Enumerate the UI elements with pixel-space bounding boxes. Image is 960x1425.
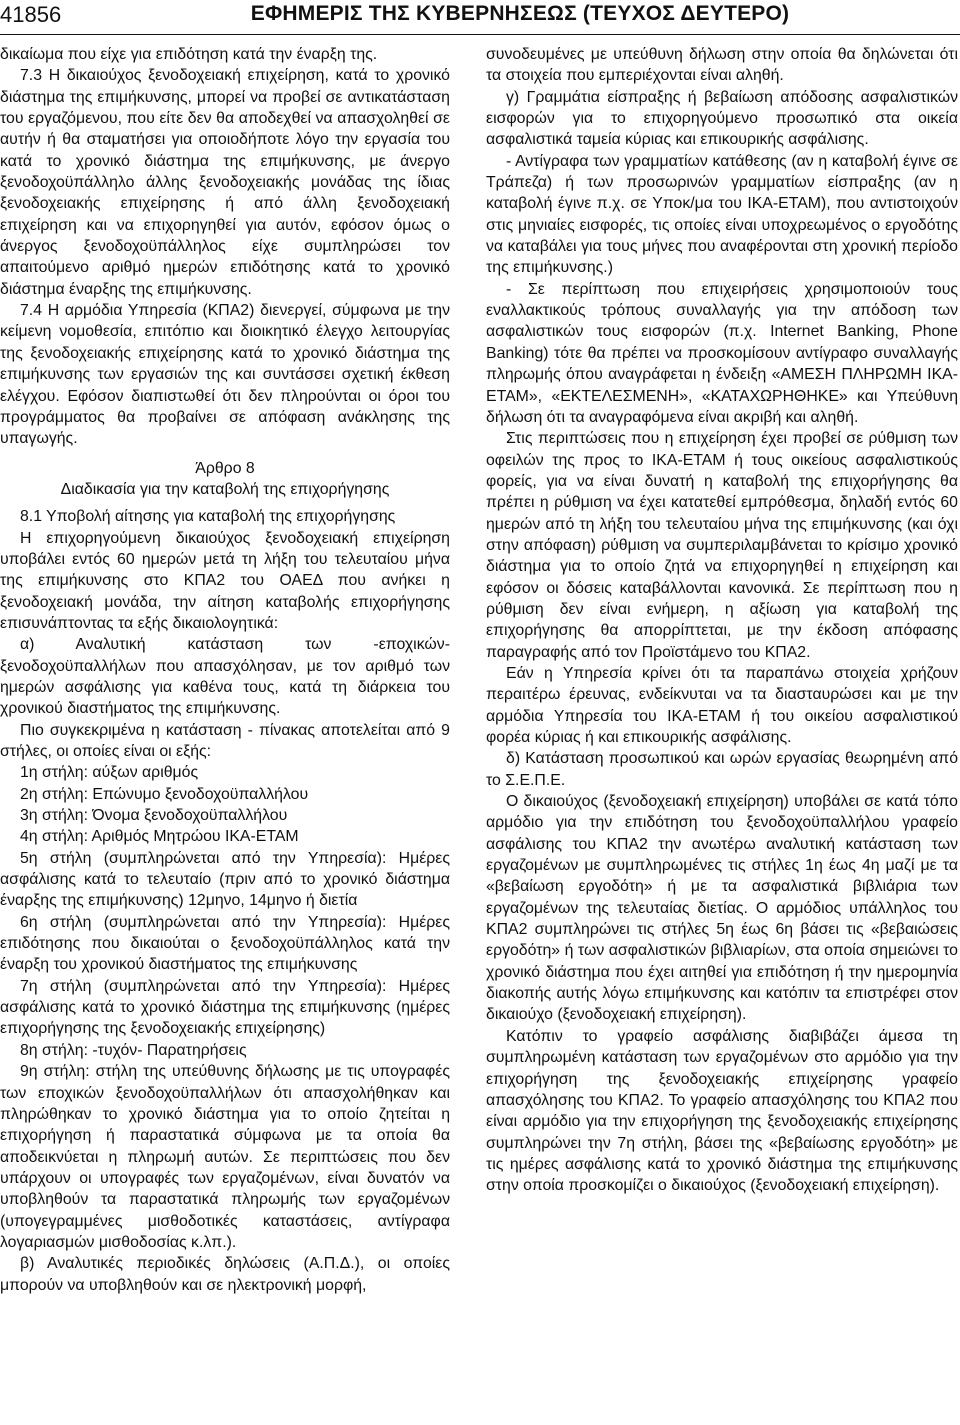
right-paragraph: Εάν η Υπηρεσία κρίνει ότι τα παραπάνω στοιχεία χρήζουν περαιτέρω έρευνας, ενδείκνυται να τα διασταυρώσει και με την αρμόδια Υπηρεσία του ΙΚΑ-ΕΤΑΜ ή του οικείου ασφαλιστικού φορέα κύριας ή και επικουρικής ασφάλισης. [486,664,958,746]
left-paragraph: 7.3 Η δικαιούχος ξενοδοχειακή επιχείρηση, κατά το χρονικό διάστημα της επιμήκυνσης, μπορεί να προβεί σε αντικατάσταση του εργαζόμενου, που είτε δεν θα αποδεχθεί να απασχοληθεί σε αυτήν ή θα σταματήσει για οποιοδήποτε λόγο την εργασία του κατά το χρονικό διάστημα της επιμήκυνσης, με άνεργο ξενοδοχοϋπάλληλο άλλης ξενοδοχειακής μονάδας της ίδιας ξενοδοχειακής επιχείρησης ή από άλλη ξενοδοχειακή επιχείρηση και να επιχορηγηθεί για αυτόν, εφόσον όμως ο άνεργος ξενοδοχοϋπάλληλος είχε συμπληρώσει τον απαιτούμενο αριθμό ημερών επιδότησης κατά το χρονικό διάστημα έναρξης της επιμήκυνσης. [0,67,450,298]
column-list-item: 1η στήλη: αύξων αριθμός [20,764,199,782]
journal-title: ΕΦΗΜΕΡΙΣ ΤΗΣ ΚΥΒΕΡΝΗΣΕΩΣ (ΤΕΥΧΟΣ ΔΕΥΤΕΡΟ) [250,2,790,25]
section-heading: 8.1 Υποβολή αίτησης για καταβολή της επιχορήγησης [20,508,396,526]
column-list-item: 2η στήλη: Επώνυμο ξενοδοχοϋπαλλήλου [20,785,309,803]
article-title: Διαδικασία για την καταβολή της επιχορήγησης [60,480,390,498]
right-paragraph: γ) Γραμμάτια είσπραξης ή βεβαίωση απόδοσης ασφαλιστικών εισφορών για το επιχορηγούμενο προσωπικό στα οικεία ασφαλιστικά ταμεία κύριας και επικουρικής ασφάλισης. [486,88,958,149]
right-paragraph: Στις περιπτώσεις που η επιχείρηση έχει προβεί σε ρύθμιση των οφειλών της προς το ΙΚΑ-ΕΤΑΜ ή τους οικείους ασφαλιστικούς φορείς, για να είναι δυνατή η καταβολή της επιχορήγησης θα πρέπει η ρύθμιση να έχει κατατεθεί εμπρόθεσμα, δηλαδή εντός 60 ημερών από τη λήξη του τελευταίου μήνα της επιμήκυνσης (και όχι στην απόφαση) ρύθμιση να συμπεριλαμβάνεται το κρίσιμο χρονικό διάστημα για το οποίο ζητά να επιχορηγηθεί η επιχείρηση και εφόσον οι δόσεις καταβάλλονται κανονικά. Σε περίπτωση που η ρύθμιση δεν είναι ενήμερη, η αξίωση για καταβολή της επιχορήγησης θα απορρίπτεται, με την έκδοση απόφασης παραγραφής από τον Προϊστάμενο του ΚΠΑ2. [486,430,958,661]
left-paragraph: α) Αναλυτική κατάσταση των -εποχικών- ξενοδοχοϋπαλλήλων που απασχόλησαν, με τον αριθμό των ημερών ασφάλισης για καθένα τους, κατά τη διάρκεια του χρονικού διαστήματος της επιμήκυνσης. [0,636,450,718]
page-header [0,0,960,36]
article-heading: Άρθρο 8 [195,459,255,477]
left-paragraph: δικαίωμα που είχε για επιδότηση κατά την έναρξη της. [0,46,378,63]
column-list-item: 5η στήλη (συμπληρώνεται από την Υπηρεσία): Ημέρες ασφάλισης κατά το τελευταίο (πριν από το χρονικό διάστημα έναρξης της επιμήκυνσης) 12μηνο, 14μηνο ή διετία [0,849,450,910]
right-paragraph: Ο δικαιούχος (ξενοδοχειακή επιχείρηση) υποβάλει σε κατά τόπο αρμόδιο για την επιδότηση του ξενοδοχοϋπαλλήλου γραφείο ασφάλισης του ΚΠΑ2 την ανωτέρω αναλυτική κατάσταση των εργαζομένων με συμπληρωμένες τις στήλες 1η έως 4η μαζί με τα «βεβαίωση εργοδότη» ή με τα ασφαλιστικά βιβλιάρια των εργαζομένων της τελευταίας διετίας. Ο αρμόδιος υπάλληλος του ΚΠΑ2 συμπληρώνει τις στήλες 5η έως 6η βάσει τις «βεβαιώσεις εργοδότη» ή των ασφαλιστικών βιβλιαρίων, στα οποία σημειώνει το χρονικό διάστημα που έχει αιτηθεί για επιδότηση ή την ημερομηνία διακοπής αυτής λόγω επιμήκυνσης και κατόπιν τα επιστρέφει στον δικαιούχο (ξενοδοχειακή επιχείρηση). [486,793,958,1024]
left-column [0,44,450,1296]
header-rule [0,34,960,35]
column-list-item: 3η στήλη: Όνομα ξενοδοχοϋπαλλήλου [20,807,288,825]
left-paragraph: Πιο συγκεκριμένα η κατάσταση - πίνακας αποτελείται από 9 στήλες, οι οποίες είναι οι εξής: [0,721,450,760]
column-list-item: 9η στήλη: στήλη της υπεύθυνης δήλωσης με τις υπογραφές των εποχικών ξενοδοχοϋπαλλήλων ότι απασχολήθηκαν και πληρώθηκαν το χρονικό διάστημα για το οποίο ζητείται η επιχορήγηση ή παραστατικά σύμφωνα με τα οποία θα αποδεικνύεται η πληρωμή αυτών. Σε περιπτώσεις που δεν υπάρχουν οι υπογραφές των εργαζομένων, είναι δυνατόν να υποβληθούν τα παραστατικά πληρωμής των εργαζομένων (υπογεγραμμένες μισθοδοτικές καταστάσεις, αντίγραφα λογαριασμών μισθοδοσίας κ.λπ.). [0,1063,450,1251]
right-paragraph: δ) Κατάσταση προσωπικού και ωρών εργασίας θεωρημένη από το Σ.Ε.Π.Ε. [486,750,958,789]
page-number: 41856 [0,2,62,27]
right-paragraph: Κατόπιν το γραφείο ασφάλισης διαβιβάζει άμεσα τη συμπληρωμένη κατάσταση των εργαζομένων στο αρμόδιο για την επιχορήγηση της ξενοδοχειακής επιχείρησης γραφείο απασχόλησης του ΚΠΑ2. Το γραφείο απασχόλησης του ΚΠΑ2 που είναι αρμόδιο για την επιχορήγηση της ξενοδοχειακής επιχείρησης συμπληρώνει την 7η στήλη, βάσει της «βεβαίωσης εργοδότη» με τις ημέρες ασφάλισης κατά το χρονικό διάστημα της επιμήκυνσης στην οποία προσκομίζει ο δικαιούχος (ξενοδοχειακή επιχείρηση). [486,1027,958,1195]
right-paragraph: - Αντίγραφα των γραμματίων κατάθεσης (αν η καταβολή έγινε σε Τράπεζα) ή των προσωρινών γραμματίων είσπραξης (αν η καταβολή έγινε π.χ. σε Υποκ/μα του ΙΚΑ-ΕΤΑΜ), που αντιστοιχούν στις μηνιαίες εισφορές, τις οποίες είναι υποχρεωμένος ο εργοδότης να καταβάλει για τους μήνες που αναφέρονται στη χρονική περίοδο της επιμήκυνσης.) [486,152,958,277]
right-column [486,44,958,1197]
column-list-item: 7η στήλη (συμπληρώνεται από την Υπηρεσία): Ημέρες ασφάλισης κατά το χρονικό διάστημα της επιμήκυνσης (ημέρες επιχορήγησης της ξενοδοχειακής επιχείρησης) [0,977,450,1038]
column-list-item: 4η στήλη: Αριθμός Μητρώου ΙΚΑ-ΕΤΑΜ [20,828,299,846]
right-paragraph: - Σε περίπτωση που επιχειρήσεις χρησιμοποιούν τους εναλλακτικούς τρόπους συναλλαγής για την απόδοση των ασφαλιστικών τους εισφορών (π.χ. Internet Banking, Phone Banking) τότε θα πρέπει να προσκομίσουν αντίγραφο συναλλαγής πληρωμής όπου αναγράφεται η ένδειξη «ΑΜΕΣΗ ΠΛΗΡΩΜΗ ΙΚΑ-ΕΤΑΜ», «ΕΚΤΕΛΕΣΜΕΝΗ», «ΚΑΤΑΧΩΡΗΘΗΚΕ» και Υπεύθυνη δήλωση ότι τα αναγραφόμενα είναι ακριβή και αληθή. [486,280,958,426]
column-list-item: 8η στήλη: -τυχόν- Παρατηρήσεις [20,1041,247,1059]
left-paragraph: 7.4 Η αρμόδια Υπηρεσία (ΚΠΑ2) διενεργεί, σύμφωνα με την κείμενη νομοθεσία, επιτόπιο και διοικητικό έλεγχο λειτουργίας της ξενοδοχειακής επιχείρησης κατά το χρονικό διάστημα της επιμήκυνσης των εργασιών της και συντάσσει σχετική έκθεση ελέγχου. Εφόσον διαπιστωθεί ότι δεν πληρούνται οι όροι του προγράμματος θα προβαίνει σε απόφαση ανάκλησης της υπαγωγής. [0,302,450,448]
column-list-item: 6η στήλη (συμπληρώνεται από την Υπηρεσία): Ημέρες επιδότησης που δικαιούται ο ξενοδοχοϋπάλληλος κατά την έναρξη του χρονικού διαστήματος της επιμήκυνσης [0,913,450,974]
left-paragraph: Η επιχορηγούμενη δικαιούχος ξενοδοχειακή επιχείρηση υποβάλει εντός 60 ημερών μετά τη λήξη του τελευταίου μήνα της επιμήκυνσης στο ΚΠΑ2 του ΟΑΕΔ που ανήκει η ξενοδοχειακή μονάδα, την αίτηση καταβολής επιχορήγησης επισυνάπτοντας τα εξής δικαιολογητικά: [0,529,450,632]
right-paragraph: συνοδευμένες με υπεύθυνη δήλωση στην οποία θα δηλώνεται ότι τα στοιχεία που εμπεριέχονται είναι αληθή. [486,46,958,85]
left-paragraph: β) Αναλυτικές περιοδικές δηλώσεις (Α.Π.Δ.), οι οποίες μπορούν να υποβληθούν και σε ηλεκτρονική μορφή, [0,1255,450,1294]
